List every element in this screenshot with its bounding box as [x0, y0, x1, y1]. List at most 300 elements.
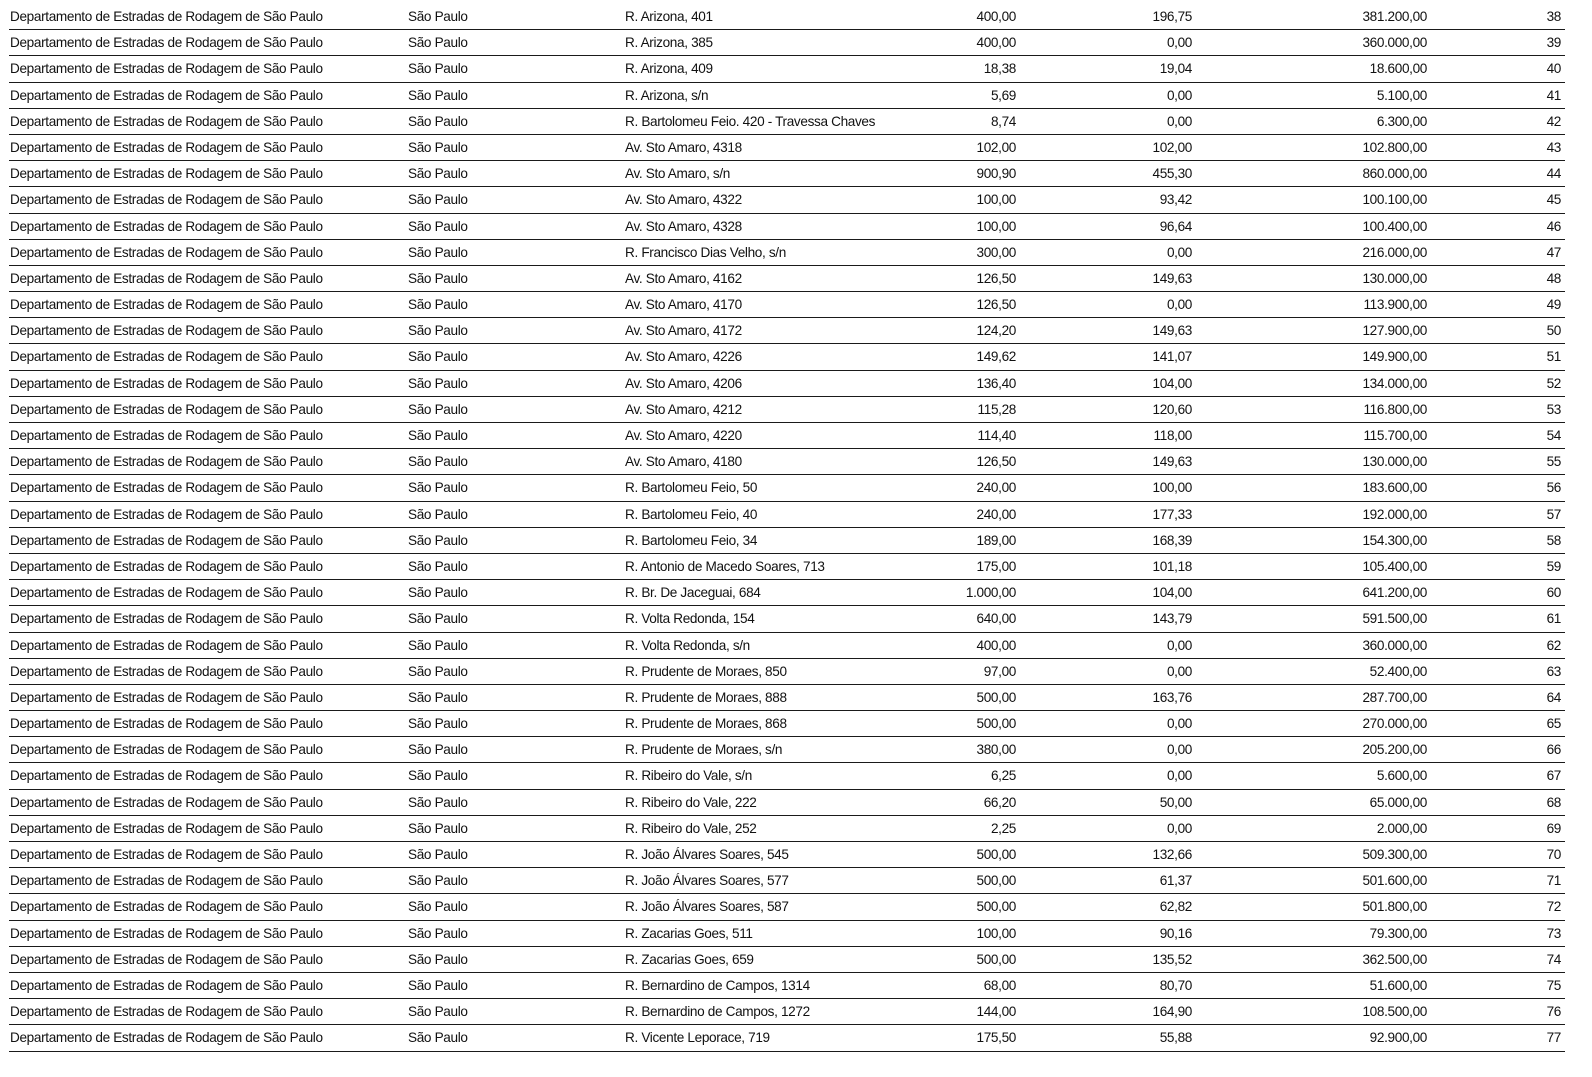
agency-cell: Departamento de Estradas de Rodagem de São Paulo — [10, 794, 323, 810]
land-area-cell: 100,00 — [976, 192, 1016, 208]
agency-cell: Departamento de Estradas de Rodagem de São Paulo — [10, 847, 323, 862]
value-cell: 641.200,00 — [1362, 585, 1427, 601]
address-cell: R. Arizona, s/n — [625, 87, 709, 103]
agency-cell: Departamento de Estradas de Rodagem de São Paulo — [10, 742, 323, 758]
item-number-cell: 74 — [1546, 951, 1561, 967]
city-cell: São Paulo — [408, 323, 468, 339]
city-cell: São Paulo — [408, 401, 468, 417]
land-area-cell: 114,40 — [977, 428, 1016, 443]
value-cell: 860.000,00 — [1362, 166, 1427, 182]
built-area-cell: 120,60 — [1152, 401, 1192, 417]
address-cell: Av. Sto Amaro, 4170 — [625, 297, 742, 313]
address-cell: R. Arizona, 401 — [625, 9, 713, 24]
agency-cell: Departamento de Estradas de Rodagem de São Paulo — [10, 585, 323, 601]
land-area-cell: 189,00 — [976, 532, 1016, 548]
address-cell: R. João Álvares Soares, 587 — [625, 899, 789, 915]
item-number-cell: 44 — [1546, 166, 1561, 182]
value-cell: 360.000,00 — [1362, 35, 1427, 51]
built-area-cell: 163,76 — [1152, 689, 1192, 705]
address-cell: Av. Sto Amaro, 4318 — [625, 139, 742, 155]
land-area-cell: 500,00 — [976, 847, 1016, 862]
address-cell: Av. Sto Amaro, 4172 — [625, 323, 742, 339]
built-area-cell: 90,16 — [1159, 925, 1192, 941]
city-cell: São Paulo — [408, 270, 468, 286]
value-cell: 6.300,00 — [1376, 113, 1427, 129]
city-cell: São Paulo — [408, 87, 468, 103]
built-area-cell: 104,00 — [1152, 585, 1192, 601]
city-cell: São Paulo — [408, 689, 468, 705]
built-area-cell: 0,00 — [1166, 244, 1192, 260]
table-row — [9, 659, 1565, 685]
table-row — [9, 894, 1565, 920]
item-number-cell: 70 — [1546, 847, 1561, 862]
property-table — [9, 4, 1565, 1052]
table-row — [9, 947, 1565, 973]
table-row — [9, 1025, 1565, 1051]
built-area-cell: 55,88 — [1159, 1030, 1192, 1046]
city-cell: São Paulo — [408, 742, 468, 758]
item-number-cell: 75 — [1546, 977, 1561, 993]
agency-cell: Departamento de Estradas de Rodagem de São Paulo — [10, 611, 323, 627]
address-cell: Av. Sto Amaro, s/n — [625, 166, 731, 182]
built-area-cell: 19,04 — [1159, 61, 1192, 77]
agency-cell: Departamento de Estradas de Rodagem de São Paulo — [10, 218, 323, 234]
city-cell: São Paulo — [408, 611, 468, 627]
city-cell: São Paulo — [408, 244, 468, 260]
table-row — [9, 56, 1565, 82]
land-area-cell: 500,00 — [976, 899, 1016, 915]
address-cell: Av. Sto Amaro, 4180 — [625, 454, 742, 470]
city-cell: São Paulo — [408, 663, 468, 679]
agency-cell: Departamento de Estradas de Rodagem de São Paulo — [10, 925, 323, 941]
agency-cell: Departamento de Estradas de Rodagem de São Paulo — [10, 113, 323, 129]
agency-cell: Departamento de Estradas de Rodagem de São Paulo — [10, 323, 323, 339]
address-cell: R. Prudente de Moraes, 868 — [625, 716, 787, 732]
built-area-cell: 141,07 — [1152, 349, 1192, 365]
land-area-cell: 124,20 — [976, 323, 1016, 339]
item-number-cell: 71 — [1546, 873, 1561, 889]
value-cell: 287.700,00 — [1362, 689, 1427, 705]
item-number-cell: 53 — [1546, 401, 1561, 417]
table-row — [9, 109, 1565, 135]
city-cell: São Paulo — [408, 506, 468, 522]
agency-cell: Departamento de Estradas de Rodagem de São Paulo — [10, 506, 323, 522]
built-area-cell: 118,00 — [1153, 428, 1192, 443]
city-cell: São Paulo — [408, 925, 468, 941]
built-area-cell: 177,33 — [1152, 506, 1192, 522]
city-cell: São Paulo — [408, 951, 468, 967]
agency-cell: Departamento de Estradas de Rodagem de São Paulo — [10, 166, 323, 182]
table-row — [9, 528, 1565, 554]
value-cell: 100.400,00 — [1362, 218, 1427, 234]
table-row — [9, 397, 1565, 423]
value-cell: 591.500,00 — [1362, 611, 1427, 627]
city-cell: São Paulo — [408, 375, 468, 391]
city-cell: São Paulo — [408, 9, 468, 24]
table-row — [9, 606, 1565, 632]
value-cell: 100.100,00 — [1362, 192, 1427, 208]
address-cell: R. Bartolomeu Feio, 34 — [625, 532, 758, 548]
value-cell: 65.000,00 — [1369, 794, 1427, 810]
land-area-cell: 400,00 — [976, 9, 1016, 24]
address-cell: R. Zacarias Goes, 659 — [625, 951, 754, 967]
land-area-cell: 300,00 — [976, 244, 1016, 260]
item-number-cell: 65 — [1546, 716, 1561, 732]
item-number-cell: 50 — [1546, 323, 1561, 339]
table-row — [9, 921, 1565, 947]
city-cell: São Paulo — [408, 61, 468, 77]
table-row — [9, 973, 1565, 999]
table-row — [9, 371, 1565, 397]
built-area-cell: 149,63 — [1152, 454, 1192, 470]
table-row — [9, 633, 1565, 659]
item-number-cell: 69 — [1546, 820, 1561, 836]
address-cell: Av. Sto Amaro, 4162 — [625, 270, 742, 286]
value-cell: 127.900,00 — [1362, 323, 1427, 339]
value-cell: 2.000,00 — [1376, 820, 1427, 836]
built-area-cell: 0,00 — [1166, 637, 1192, 653]
built-area-cell: 80,70 — [1159, 977, 1192, 993]
address-cell: Av. Sto Amaro, 4226 — [625, 349, 742, 365]
table-row — [9, 292, 1565, 318]
table-row — [9, 999, 1565, 1025]
city-cell: São Paulo — [408, 428, 468, 443]
built-area-cell: 0,00 — [1166, 87, 1192, 103]
land-area-cell: 126,50 — [976, 454, 1016, 470]
agency-cell: Departamento de Estradas de Rodagem de São Paulo — [10, 899, 323, 915]
agency-cell: Departamento de Estradas de Rodagem de São Paulo — [10, 558, 323, 574]
agency-cell: Departamento de Estradas de Rodagem de São Paulo — [10, 663, 323, 679]
address-cell: R. João Álvares Soares, 545 — [625, 847, 789, 862]
address-cell: R. Prudente de Moraes, 850 — [625, 663, 787, 679]
land-area-cell: 2,25 — [990, 820, 1016, 836]
built-area-cell: 62,82 — [1159, 899, 1192, 915]
land-area-cell: 500,00 — [976, 716, 1016, 732]
address-cell: R. Bartolomeu Feio. 420 - Travessa Chaves — [625, 113, 876, 129]
built-area-cell: 0,00 — [1166, 820, 1192, 836]
table-row — [9, 240, 1565, 266]
value-cell: 183.600,00 — [1362, 480, 1427, 496]
city-cell: São Paulo — [408, 768, 468, 784]
address-cell: R. Bartolomeu Feio, 40 — [625, 506, 758, 522]
city-cell: São Paulo — [408, 297, 468, 313]
value-cell: 79.300,00 — [1369, 925, 1427, 941]
land-area-cell: 500,00 — [976, 951, 1016, 967]
city-cell: São Paulo — [408, 1004, 468, 1020]
address-cell: Av. Sto Amaro, 4206 — [625, 375, 742, 391]
value-cell: 216.000,00 — [1362, 244, 1427, 260]
value-cell: 5.100,00 — [1376, 87, 1427, 103]
land-area-cell: 240,00 — [976, 480, 1016, 496]
value-cell: 105.400,00 — [1362, 558, 1427, 574]
built-area-cell: 0,00 — [1166, 663, 1192, 679]
table-row — [9, 161, 1565, 187]
city-cell: São Paulo — [408, 716, 468, 732]
agency-cell: Departamento de Estradas de Rodagem de São Paulo — [10, 35, 323, 51]
item-number-cell: 60 — [1546, 585, 1561, 601]
agency-cell: Departamento de Estradas de Rodagem de São Paulo — [10, 401, 323, 417]
agency-cell: Departamento de Estradas de Rodagem de São Paulo — [10, 270, 323, 286]
table-row — [9, 423, 1565, 449]
land-area-cell: 18,38 — [983, 61, 1016, 77]
land-area-cell: 115,28 — [977, 401, 1016, 417]
address-cell: R. Prudente de Moraes, 888 — [625, 689, 787, 705]
address-cell: R. Volta Redonda, 154 — [625, 611, 755, 627]
item-number-cell: 41 — [1546, 87, 1561, 103]
land-area-cell: 8,74 — [990, 113, 1016, 129]
land-area-cell: 6,25 — [990, 768, 1016, 784]
value-cell: 501.600,00 — [1362, 873, 1427, 889]
city-cell: São Paulo — [408, 454, 468, 470]
built-area-cell: 96,64 — [1159, 218, 1192, 234]
agency-cell: Departamento de Estradas de Rodagem de São Paulo — [10, 873, 323, 889]
address-cell: R. Bartolomeu Feio, 50 — [625, 480, 758, 496]
item-number-cell: 57 — [1546, 506, 1561, 522]
agency-cell: Departamento de Estradas de Rodagem de São Paulo — [10, 297, 323, 313]
land-area-cell: 175,50 — [976, 1030, 1016, 1046]
value-cell: 134.000,00 — [1362, 375, 1427, 391]
item-number-cell: 59 — [1546, 558, 1561, 574]
address-cell: R. Br. De Jaceguai, 684 — [625, 585, 761, 601]
item-number-cell: 42 — [1546, 113, 1561, 129]
land-area-cell: 68,00 — [983, 977, 1016, 993]
address-cell: R. Volta Redonda, s/n — [625, 637, 750, 653]
agency-cell: Departamento de Estradas de Rodagem de São Paulo — [10, 689, 323, 705]
land-area-cell: 240,00 — [976, 506, 1016, 522]
address-cell: R. Antonio de Macedo Soares, 713 — [625, 558, 825, 574]
address-cell: R. Arizona, 385 — [625, 35, 713, 51]
address-cell: R. Vicente Leporace, 719 — [625, 1030, 770, 1046]
value-cell: 205.200,00 — [1362, 742, 1427, 758]
city-cell: São Paulo — [408, 113, 468, 129]
item-number-cell: 76 — [1546, 1004, 1561, 1020]
city-cell: São Paulo — [408, 794, 468, 810]
agency-cell: Departamento de Estradas de Rodagem de São Paulo — [10, 532, 323, 548]
land-area-cell: 126,50 — [976, 270, 1016, 286]
built-area-cell: 0,00 — [1166, 742, 1192, 758]
value-cell: 51.600,00 — [1369, 977, 1427, 993]
value-cell: 102.800,00 — [1362, 139, 1427, 155]
built-area-cell: 455,30 — [1152, 166, 1192, 182]
address-cell: Av. Sto Amaro, 4212 — [625, 401, 742, 417]
table-row — [9, 30, 1565, 56]
address-cell: R. Ribeiro do Vale, s/n — [625, 768, 752, 784]
city-cell: São Paulo — [408, 637, 468, 653]
address-cell: R. Bernardino de Campos, 1272 — [625, 1004, 810, 1020]
item-number-cell: 51 — [1546, 349, 1561, 365]
land-area-cell: 100,00 — [976, 925, 1016, 941]
city-cell: São Paulo — [408, 847, 468, 862]
city-cell: São Paulo — [408, 532, 468, 548]
value-cell: 130.000,00 — [1362, 270, 1427, 286]
agency-cell: Departamento de Estradas de Rodagem de São Paulo — [10, 951, 323, 967]
value-cell: 270.000,00 — [1362, 716, 1427, 732]
table-row — [9, 790, 1565, 816]
agency-cell: Departamento de Estradas de Rodagem de São Paulo — [10, 244, 323, 260]
built-area-cell: 132,66 — [1152, 847, 1192, 862]
table-row — [9, 187, 1565, 213]
item-number-cell: 62 — [1546, 637, 1561, 653]
item-number-cell: 61 — [1546, 611, 1561, 627]
address-cell: R. Prudente de Moraes, s/n — [625, 742, 783, 758]
land-area-cell: 5,69 — [990, 87, 1016, 103]
address-cell: R. Ribeiro do Vale, 252 — [625, 820, 757, 836]
built-area-cell: 168,39 — [1152, 532, 1192, 548]
value-cell: 130.000,00 — [1362, 454, 1427, 470]
city-cell: São Paulo — [408, 349, 468, 365]
table-row — [9, 135, 1565, 161]
agency-cell: Departamento de Estradas de Rodagem de São Paulo — [10, 637, 323, 653]
city-cell: São Paulo — [408, 873, 468, 889]
built-area-cell: 61,37 — [1159, 873, 1192, 889]
built-area-cell: 101,18 — [1152, 558, 1192, 574]
item-number-cell: 64 — [1546, 689, 1561, 705]
city-cell: São Paulo — [408, 218, 468, 234]
city-cell: São Paulo — [408, 558, 468, 574]
built-area-cell: 135,52 — [1152, 951, 1192, 967]
city-cell: São Paulo — [408, 35, 468, 51]
land-area-cell: 500,00 — [976, 873, 1016, 889]
city-cell: São Paulo — [408, 585, 468, 601]
agency-cell: Departamento de Estradas de Rodagem de São Paulo — [10, 192, 323, 208]
item-number-cell: 47 — [1546, 244, 1561, 260]
item-number-cell: 68 — [1546, 794, 1561, 810]
address-cell: R. Francisco Dias Velho, s/n — [625, 244, 786, 260]
agency-cell: Departamento de Estradas de Rodagem de São Paulo — [10, 820, 323, 836]
land-area-cell: 500,00 — [976, 689, 1016, 705]
land-area-cell: 102,00 — [976, 139, 1016, 155]
address-cell: Av. Sto Amaro, 4328 — [625, 218, 742, 234]
city-cell: São Paulo — [408, 166, 468, 182]
item-number-cell: 38 — [1546, 9, 1561, 24]
item-number-cell: 66 — [1546, 742, 1561, 758]
city-cell: São Paulo — [408, 1030, 468, 1046]
value-cell: 149.900,00 — [1362, 349, 1427, 365]
address-cell: R. João Álvares Soares, 577 — [625, 873, 789, 889]
city-cell: São Paulo — [408, 899, 468, 915]
table-row — [9, 318, 1565, 344]
table-row — [9, 737, 1565, 763]
agency-cell: Departamento de Estradas de Rodagem de São Paulo — [10, 61, 323, 77]
table-row — [9, 449, 1565, 475]
value-cell: 92.900,00 — [1369, 1030, 1427, 1046]
land-area-cell: 126,50 — [976, 297, 1016, 313]
value-cell: 52.400,00 — [1369, 663, 1427, 679]
city-cell: São Paulo — [408, 480, 468, 496]
item-number-cell: 55 — [1546, 454, 1561, 470]
item-number-cell: 77 — [1546, 1030, 1561, 1046]
land-area-cell: 900,90 — [976, 166, 1016, 182]
agency-cell: Departamento de Estradas de Rodagem de São Paulo — [10, 454, 323, 470]
land-area-cell: 400,00 — [976, 637, 1016, 653]
item-number-cell: 39 — [1546, 35, 1561, 51]
item-number-cell: 56 — [1546, 480, 1561, 496]
agency-cell: Departamento de Estradas de Rodagem de São Paulo — [10, 1030, 323, 1046]
table-row — [9, 711, 1565, 737]
item-number-cell: 48 — [1546, 270, 1561, 286]
built-area-cell: 164,90 — [1152, 1004, 1192, 1020]
address-cell: R. Zacarias Goes, 511 — [625, 925, 753, 941]
built-area-cell: 102,00 — [1152, 139, 1192, 155]
value-cell: 381.200,00 — [1362, 9, 1427, 24]
address-cell: R. Bernardino de Campos, 1314 — [625, 977, 810, 993]
item-number-cell: 49 — [1546, 297, 1561, 313]
city-cell: São Paulo — [408, 139, 468, 155]
table-row — [9, 344, 1565, 370]
value-cell: 362.500,00 — [1362, 951, 1427, 967]
table-row — [9, 685, 1565, 711]
agency-cell: Departamento de Estradas de Rodagem de São Paulo — [10, 87, 323, 103]
land-area-cell: 144,00 — [976, 1004, 1016, 1020]
city-cell: São Paulo — [408, 977, 468, 993]
land-area-cell: 149,62 — [976, 349, 1016, 365]
address-cell: Av. Sto Amaro, 4220 — [625, 428, 742, 443]
table-row — [9, 83, 1565, 109]
built-area-cell: 0,00 — [1166, 716, 1192, 732]
table-row — [9, 266, 1565, 292]
value-cell: 5.600,00 — [1376, 768, 1427, 784]
land-area-cell: 175,00 — [976, 558, 1016, 574]
table-row — [9, 4, 1565, 30]
address-cell: Av. Sto Amaro, 4322 — [625, 192, 742, 208]
value-cell: 501.800,00 — [1362, 899, 1427, 915]
agency-cell: Departamento de Estradas de Rodagem de São Paulo — [10, 349, 323, 365]
built-area-cell: 0,00 — [1166, 35, 1192, 51]
table-row — [9, 214, 1565, 240]
table-row — [9, 868, 1565, 894]
land-area-cell: 97,00 — [983, 663, 1016, 679]
built-area-cell: 50,00 — [1159, 794, 1192, 810]
land-area-cell: 640,00 — [976, 611, 1016, 627]
built-area-cell: 0,00 — [1166, 297, 1192, 313]
land-area-cell: 66,20 — [983, 794, 1016, 810]
land-area-cell: 400,00 — [976, 35, 1016, 51]
table-row — [9, 763, 1565, 789]
item-number-cell: 43 — [1546, 139, 1561, 155]
table-row — [9, 816, 1565, 842]
agency-cell: Departamento de Estradas de Rodagem de São Paulo — [10, 1004, 323, 1020]
table-row — [9, 580, 1565, 606]
agency-cell: Departamento de Estradas de Rodagem de São Paulo — [10, 428, 323, 443]
item-number-cell: 67 — [1546, 768, 1561, 784]
value-cell: 115.700,00 — [1363, 428, 1427, 443]
value-cell: 18.600,00 — [1369, 61, 1427, 77]
address-cell: R. Arizona, 409 — [625, 61, 713, 77]
value-cell: 360.000,00 — [1362, 637, 1427, 653]
built-area-cell: 93,42 — [1159, 192, 1192, 208]
agency-cell: Departamento de Estradas de Rodagem de São Paulo — [10, 480, 323, 496]
table-row — [9, 502, 1565, 528]
agency-cell: Departamento de Estradas de Rodagem de São Paulo — [10, 375, 323, 391]
table-row — [9, 475, 1565, 501]
land-area-cell: 1.000,00 — [965, 585, 1016, 601]
built-area-cell: 149,63 — [1152, 270, 1192, 286]
built-area-cell: 0,00 — [1166, 768, 1192, 784]
item-number-cell: 63 — [1546, 663, 1561, 679]
agency-cell: Departamento de Estradas de Rodagem de São Paulo — [10, 716, 323, 732]
agency-cell: Departamento de Estradas de Rodagem de São Paulo — [10, 977, 323, 993]
item-number-cell: 45 — [1546, 192, 1561, 208]
built-area-cell: 143,79 — [1152, 611, 1192, 627]
value-cell: 108.500,00 — [1362, 1004, 1427, 1020]
value-cell: 154.300,00 — [1362, 532, 1427, 548]
item-number-cell: 72 — [1546, 899, 1561, 915]
agency-cell: Departamento de Estradas de Rodagem de São Paulo — [10, 768, 323, 784]
item-number-cell: 40 — [1546, 61, 1561, 77]
address-cell: R. Ribeiro do Vale, 222 — [625, 794, 757, 810]
built-area-cell: 196,75 — [1152, 9, 1192, 24]
table-row — [9, 842, 1565, 868]
